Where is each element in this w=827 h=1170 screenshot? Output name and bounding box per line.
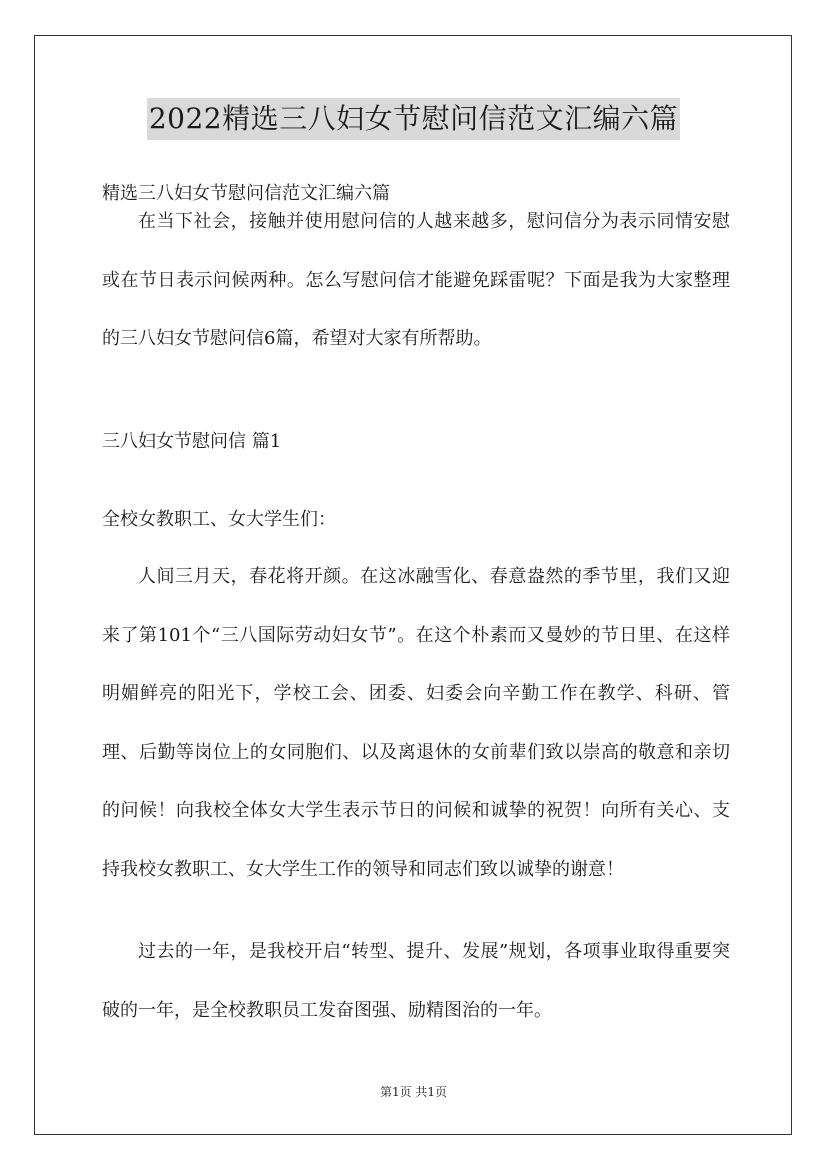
- document-subtitle: 精选三八妇女节慰问信范文汇编六篇: [102, 183, 390, 204]
- document-title: 2022精选三八妇女节慰问信范文汇编六篇: [147, 98, 680, 140]
- intro-paragraph: 在当下社会，接触并使用慰问信的人越来越多，慰问信分为表示同情安慰或在节日表示问候两种。怎么写慰问信才能避免踩雷呢？下面是我为大家整理的三八妇女节慰问信6篇，希望对大家有所帮助。: [102, 211, 730, 349]
- page-number: 第1页 共1页: [379, 1085, 448, 1099]
- title-container: [0, 98, 827, 140]
- salutation: 全校女教职工、女大学生们：: [102, 509, 336, 530]
- section-heading: 三八妇女节慰问信 篇1: [102, 431, 282, 452]
- body-paragraph-2: 过去的一年，是我校开启“转型、提升、发展”规划，各项事业取得重要突破的一年，是全校教职员工发奋图强、励精图治的一年。: [102, 941, 730, 1021]
- body-paragraph-1: 人间三月天，春花将开颜。在这冰融雪化、春意盎然的季节里，我们又迎来了第101个“三八国际劳动妇女节”。在这个朴素而又曼妙的节日里、在这样明媚鲜亮的阳光下，学校工会、团委、妇委会向辛勤工作在教学、科研、管理、后勤等岗位上的女同胞们、以及离退休的女前辈们致以崇高的敬意和亲切的问候！向我校全体女大学生表示节日的问候和诚挚的祝贺！向所有关心、支持我校女教职工、女大学生工作的领导和同志们致以诚挚的谢意！: [102, 566, 730, 880]
